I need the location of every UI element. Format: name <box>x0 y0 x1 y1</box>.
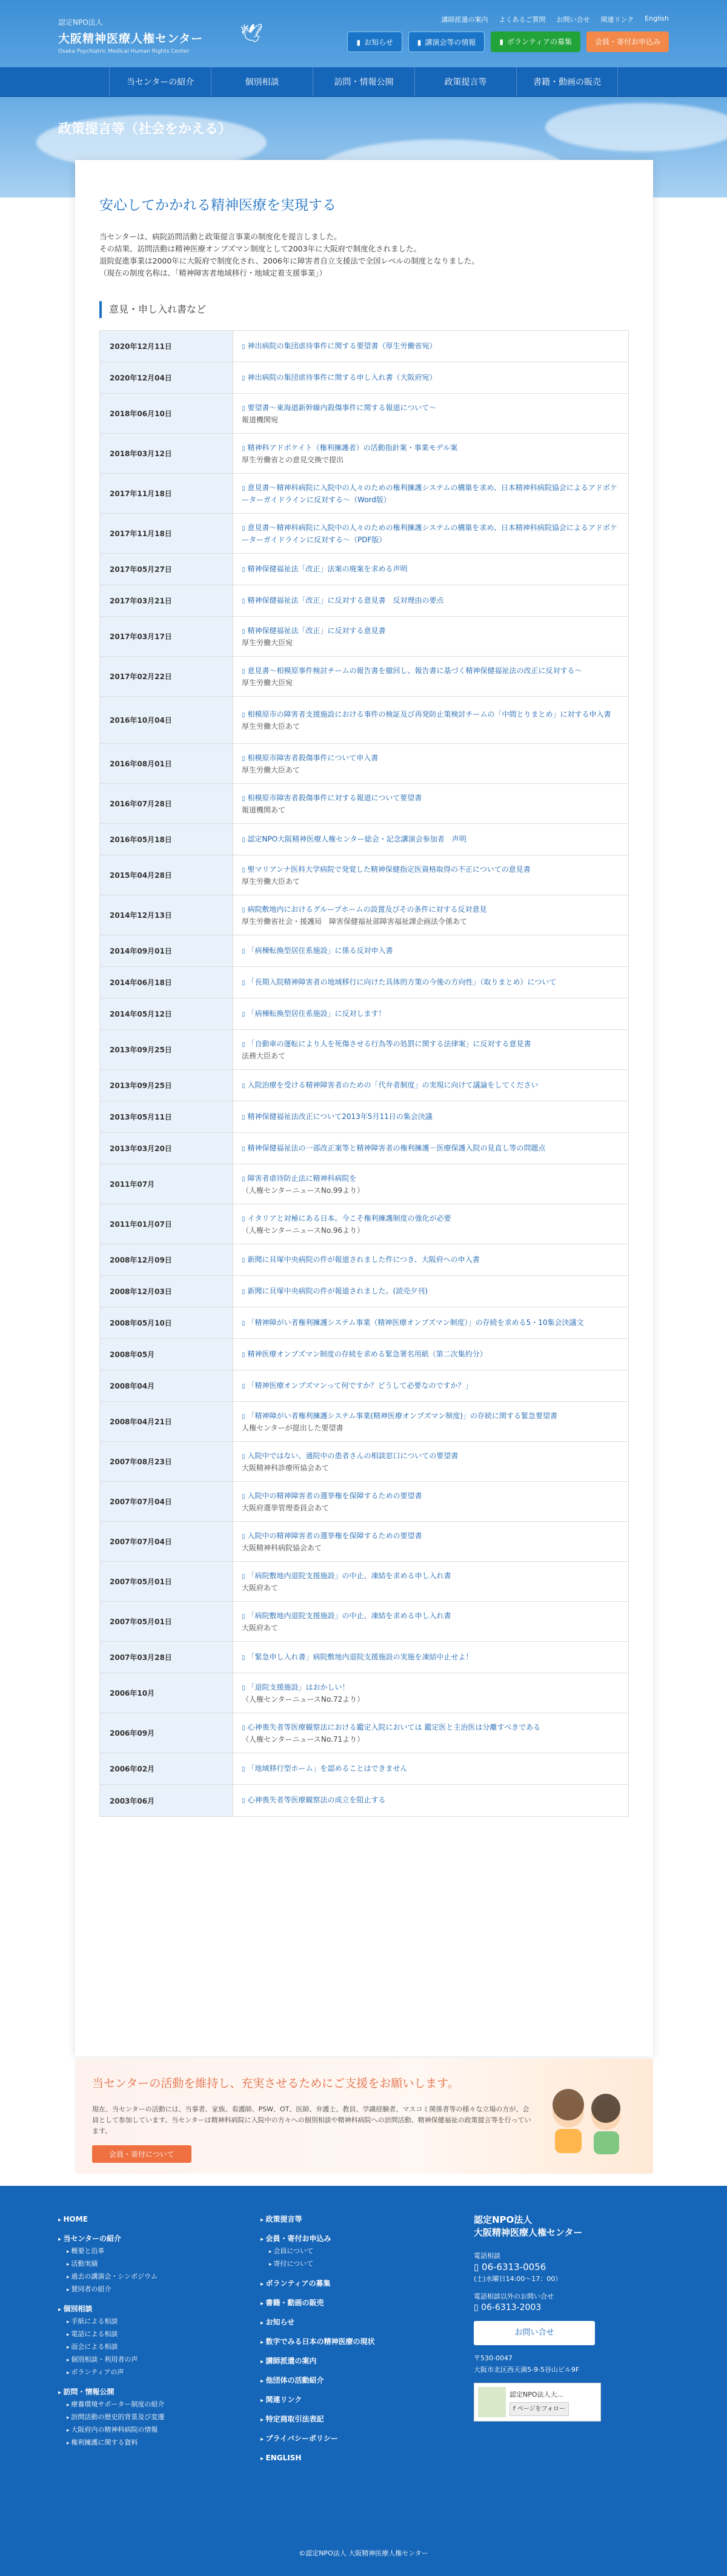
document-link[interactable]: ▯ 神出病院の集団虐待事件に関する申し入れ書（大阪府宛） <box>242 372 620 384</box>
facebook-thumbnail <box>478 2387 506 2417</box>
document-link[interactable]: ▯ 精神保健福祉法の一部改正案等と精神障害者の権利擁護－医療保護入院の見直し等の問題点 <box>242 1143 620 1155</box>
logo-name: 大阪精神医療人権センター <box>58 32 204 45</box>
row-date: 2016年05月18日 <box>100 824 233 855</box>
row-destination: 厚生労働大臣あて <box>242 765 300 774</box>
row-date: 2016年08月01日 <box>100 744 233 783</box>
table-row <box>100 744 628 784</box>
footer-link[interactable]: ▸ ボランティアの募集 <box>261 2278 442 2290</box>
footer-sublink[interactable]: ▸ 大阪府内の精神科病院の情報 <box>58 2424 240 2437</box>
row-destination: （人権センターニュースNo.72より） <box>242 1695 365 1704</box>
facebook-follow-button[interactable]: f ページをフォロー <box>510 2402 569 2416</box>
document-link[interactable]: ▯ 心神喪失者等医療観察法の成立を阻止する <box>242 1794 620 1807</box>
membership-donation-button[interactable]: 会員・寄付お申込み <box>586 32 669 52</box>
nav-item-visits[interactable]: 訪問・情報公開 <box>313 67 414 96</box>
info-icon: ▮ <box>356 38 361 47</box>
footer-link[interactable]: ▸ 数字でみる日本の精神医療の現状 <box>261 2336 442 2348</box>
row-destination: 大阪府あて <box>242 1583 279 1592</box>
row-date: 2011年01月07日 <box>100 1204 233 1244</box>
table-row <box>100 1482 628 1522</box>
row-date: 2013年05月11日 <box>100 1101 233 1132</box>
document-link[interactable]: ▯ 「病院敷地内退院支援施設」の中止、凍結を求める申し入れ書 <box>242 1610 620 1622</box>
row-date: 2013年03月20日 <box>100 1133 233 1164</box>
row-destination: 大阪精神科診療所協会あて <box>242 1463 330 1472</box>
main-content <box>75 160 653 2056</box>
row-date: 2018年06月10日 <box>100 394 233 433</box>
table-row <box>100 1753 628 1785</box>
row-date: 2007年08月23日 <box>100 1442 233 1481</box>
footer-link[interactable]: ▸ 特定商取引法表記 <box>261 2414 442 2426</box>
table-row <box>100 474 628 514</box>
row-date: 2020年12月04日 <box>100 362 233 393</box>
table-row <box>100 1133 628 1164</box>
document-link[interactable]: ▯ 「病棟転換型居住系施設」に反対します！ <box>242 1008 620 1020</box>
footer-tel[interactable]: 06-6313-0056 <box>482 2262 546 2272</box>
document-link[interactable]: ▯ 相模原市の障害者支援施設における事件の検証及び再発防止策検討チームの「中間とりまとめ」に対する申入書 <box>242 709 620 721</box>
row-date: 2014年09月01日 <box>100 935 233 966</box>
row-date: 2008年04月 <box>100 1370 233 1401</box>
footer-col-2 <box>261 2214 442 2465</box>
row-date: 2008年12月03日 <box>100 1276 233 1307</box>
document-link[interactable]: ▯ 精神保健福祉法「改正」に反対する意見書 <box>242 625 620 637</box>
table-row <box>100 1164 628 1204</box>
footer-contact-button[interactable]: お問い合せ <box>474 2321 595 2345</box>
document-link[interactable]: ▯ 要望書～東海道新幹線内殺傷事件に関する報道について～ <box>242 402 620 414</box>
utility-link-english[interactable]: English <box>645 15 669 22</box>
statements-table <box>99 330 629 1817</box>
row-date: 2006年10月 <box>100 1673 233 1713</box>
footer-link[interactable]: ▸ 当センターの紹介 <box>58 2233 240 2245</box>
row-date: 2016年07月28日 <box>100 784 233 823</box>
support-body: 現在、当センターの活動には、当事者、家族、看護師、PSW、OT、医師、弁護士、教員、学識経験者、マスコミ関係者等の様々な立場の方が、会員として参加しています。当センターは精神科病院に入院中の方々への個別相談や精神科病院への訪問活動、精神保健福祉の政策提言等を行っています。 <box>92 2105 531 2135</box>
row-destination: （人権センターニュースNo.99より） <box>242 1186 365 1195</box>
section-heading: 意見・申し入れ書など <box>99 301 629 318</box>
row-date: 2007年03月28日 <box>100 1642 233 1673</box>
table-row <box>100 657 628 697</box>
row-date: 2007年05月01日 <box>100 1602 233 1641</box>
table-row <box>100 585 628 617</box>
row-date: 2016年10月04日 <box>100 697 233 743</box>
row-date: 2008年12月09日 <box>100 1244 233 1275</box>
info-icon: ▮ <box>417 38 422 47</box>
table-row <box>100 855 628 895</box>
footer-sublink[interactable]: ▸ 寄付について <box>261 2258 442 2271</box>
document-link[interactable]: ▯ イタリアと対極にある日本。今こそ権利擁護制度の強化が必要 <box>242 1213 620 1225</box>
table-row <box>100 1562 628 1602</box>
table-row <box>100 1307 628 1339</box>
document-link[interactable]: ▯ 入院中ではない、通院中の患者さんの相談窓口についての要望書 <box>242 1450 620 1462</box>
support-banner <box>75 2059 653 2174</box>
table-row <box>100 1522 628 1562</box>
row-date: 2015年04月28日 <box>100 855 233 895</box>
row-date: 2007年05月01日 <box>100 1562 233 1601</box>
row-date: 2014年12月13日 <box>100 895 233 935</box>
lead-line: その結果、訪問活動は精神医療オンブズマン制度として2003年に大阪府で制度化されました。 <box>99 244 422 253</box>
document-link[interactable]: ▯ 入院中の精神障害者の選挙権を保障するための要望書 <box>242 1530 620 1542</box>
document-link[interactable]: ▯ 聖マリアンナ医科大学病院で発覚した精神保健指定医資格取得の不正についての意見書 <box>242 864 620 876</box>
footer-link[interactable]: ▸ 関連リンク <box>261 2394 442 2406</box>
footer-link[interactable]: ▸ 会員・寄付お申込み <box>261 2233 442 2245</box>
row-date: 2007年07月04日 <box>100 1482 233 1521</box>
utility-link-links[interactable]: 関連リンク <box>600 16 634 24</box>
document-link[interactable]: ▯ 「精神医療オンブズマンって何ですか？どうして必要なのですか？」 <box>242 1380 620 1392</box>
document-link[interactable]: ▯ 心神喪失者等医療観察法における鑑定入院においては 鑑定医と主治医は分離すべきである <box>242 1722 620 1734</box>
news-button[interactable]: ▮ お知らせ <box>347 32 402 52</box>
row-date: 2020年12月11日 <box>100 331 233 362</box>
row-destination: 厚生労働大臣宛 <box>242 638 293 647</box>
footer-sublink[interactable]: ▸ 賛同者の紹介 <box>58 2283 240 2296</box>
row-date: 2017年11月18日 <box>100 474 233 513</box>
table-row <box>100 1442 628 1482</box>
footer-col-1 <box>58 2214 240 2449</box>
row-destination: 人権センターが提出した要望書 <box>242 1423 344 1432</box>
footer-link[interactable]: ▸ 他団体の活動紹介 <box>261 2375 442 2387</box>
table-row <box>100 617 628 657</box>
support-title: 当センターの活動を維持し、充実させるためにご支援をお願いします。 <box>92 2077 459 2090</box>
document-link[interactable]: ▯ 「精神障がい者権利擁護システム事業(精神医療オンブズマン制度)」の存続に関する緊急要望書 <box>242 1410 620 1422</box>
utility-link-faq[interactable]: よくあるご質問 <box>499 16 546 24</box>
table-row <box>100 1204 628 1244</box>
document-link[interactable]: ▯ 新聞に貝塚中央病院の件が報道されました。(読売夕刊) <box>242 1286 620 1298</box>
document-link[interactable]: ▯ 意見書～相模原事件検討チームの報告書を撤回し、報告書に基づく精神保健福祉法の改正に反対する～ <box>242 665 620 677</box>
footer-link[interactable]: ▸ HOME <box>58 2214 240 2226</box>
document-link[interactable]: ▯ 新聞に貝塚中央病院の件が報道されました件につき、大阪府への申入書 <box>242 1254 620 1266</box>
document-link[interactable]: ▯ 「自動車の運転により人を死傷させる行為等の処罰に関する法律案」に反対する意見書 <box>242 1038 620 1051</box>
document-link[interactable]: ▯ 精神保健福祉法「改正」法案の廃案を求める声明 <box>242 563 620 576</box>
row-date: 2014年05月12日 <box>100 998 233 1029</box>
content-heading: 安心してかかれる精神医療を実現する <box>99 198 336 213</box>
row-destination: 法務大臣あて <box>242 1051 286 1060</box>
lead-line: 退院促進事業は2000年に大阪府で制度化され、2006年に障害者自立支援法で全国レベルの制度となりました。 <box>99 256 479 265</box>
footer-tel-block: 電話相談 ▯ 06-6313-0056 (土)水曜日14:00～17：00） 電話相談以外のお問い合せ ▯ 06-6313-2003 <box>474 2252 562 2312</box>
document-link[interactable]: ▯ 「長期入院精神障害者の地域移行に向けた具体的方策の今後の方向性」（取りまとめ）について <box>242 977 620 989</box>
row-date: 2017年03月17日 <box>100 617 233 656</box>
row-date: 2008年05月10日 <box>100 1307 233 1338</box>
document-link[interactable]: ▯ 精神保健福祉法「改正」に反対する意見書 反対理由の要点 <box>242 595 620 607</box>
utility-link-lecture[interactable]: 講師派遣の案内 <box>441 16 488 24</box>
footer-other-tel[interactable]: 06-6313-2003 <box>481 2303 542 2312</box>
nav-item-policy[interactable]: 政策提言等 <box>414 67 516 96</box>
row-date: 2014年06月18日 <box>100 967 233 998</box>
phone-icon: ▯ <box>474 2262 482 2272</box>
row-date: 2013年09月25日 <box>100 1030 233 1069</box>
facebook-icon: f <box>513 2405 517 2412</box>
document-link[interactable]: ▯ 「緊急申し入れ書」病院敷地内退院支援施設の実施を凍結中止せよ！ <box>242 1651 620 1664</box>
footer-sublink[interactable]: ▸ 会員について <box>261 2245 442 2258</box>
facebook-widget[interactable]: 認定NPO法人大... f ページをフォロー <box>474 2383 601 2422</box>
nav-item-about[interactable]: 当センターの紹介 <box>109 67 211 96</box>
document-link[interactable]: ▯ 「病院敷地内退院支援施設」の中止、凍結を求める申し入れ書 <box>242 1570 620 1582</box>
document-link[interactable]: ▯ 意見書～精神科病院に入院中の人々のための権利擁護システムの構築を求め、日本精神科病院協会によるアドボケーターガイドラインに反対する～（Word版） <box>242 482 620 505</box>
footer-link[interactable]: ▸ 訪問・情報公開 <box>58 2386 240 2398</box>
row-destination: 報道機関あて <box>242 805 286 814</box>
page-title: 政策提言等（社会をかえる） <box>58 122 232 137</box>
row-destination: （人権センターニュースNo.71より） <box>242 1734 365 1744</box>
info-icon: ▮ <box>499 38 503 46</box>
table-row <box>100 1673 628 1713</box>
footer-link[interactable]: ▸ 講師派遣の案内 <box>261 2355 442 2368</box>
row-date: 2017年03月21日 <box>100 585 233 616</box>
footer-sublink[interactable]: ▸ 手紙による相談 <box>58 2315 240 2328</box>
table-row <box>100 362 628 394</box>
row-date: 2007年07月04日 <box>100 1522 233 1561</box>
document-link[interactable]: ▯ 精神医療オンブズマン制度の存続を求める緊急署名用紙（第二次集約分） <box>242 1349 620 1361</box>
row-destination: （人権センターニュースNo.96より） <box>242 1226 365 1235</box>
bird-logo-icon: 🕊 <box>240 23 264 44</box>
site-logo[interactable] <box>58 17 264 55</box>
footer-link[interactable]: ▸ ENGLISH <box>261 2452 442 2465</box>
global-nav <box>0 67 727 97</box>
table-row <box>100 1244 628 1276</box>
row-destination: 厚生労働大臣宛 <box>242 678 293 687</box>
footer-logo: 認定NPO法人 大阪精神医療人権センター <box>474 2214 583 2238</box>
nav-item-consultation[interactable]: 個別相談 <box>211 67 313 96</box>
table-row <box>100 514 628 554</box>
row-destination: 厚生労働省との意見交換で提出 <box>242 455 344 464</box>
document-link[interactable]: ▯ 病院敷地内におけるグループホームの設置及びその条件に対する反対意見 <box>242 904 620 916</box>
row-destination: 大阪府あて <box>242 1623 279 1632</box>
document-link[interactable]: ▯ 精神保健福祉法改正について2013年5月11日の集会決議 <box>242 1111 620 1123</box>
row-date: 2006年09月 <box>100 1713 233 1753</box>
row-destination: 大阪精神科病院協会あて <box>242 1543 322 1552</box>
table-row <box>100 1785 628 1816</box>
children-illustration <box>538 2076 635 2160</box>
table-row <box>100 1339 628 1370</box>
footer-link[interactable]: ▸ お知らせ <box>261 2317 442 2329</box>
document-link[interactable]: ▯ 認定NPO大阪精神医療人権センター総会・記念講演会参加者 声明 <box>242 834 620 846</box>
footer-sublink[interactable]: ▸ 権利擁護に関する資料 <box>58 2437 240 2449</box>
table-row <box>100 434 628 474</box>
header-cta-group <box>347 32 669 52</box>
row-date: 2006年02月 <box>100 1753 233 1784</box>
footer-contact: 認定NPO法人 大阪精神医療人権センター 電話相談 ▯ 06-6313-0056 (土)水曜日14:00～17：00） 電話相談以外のお問い合せ ▯ 06-6313-2003 お問い合せ 〒530-0047 大阪市北区西天満5-9-5谷山ビル9F 認定NPO法人大... f ページをフォロー <box>474 2214 668 2422</box>
row-destination: 大阪府選挙管理委員会あて <box>242 1503 330 1512</box>
document-link[interactable]: ▯ 障害者虐待防止法に精神科病院を <box>242 1173 620 1185</box>
table-row <box>100 784 628 824</box>
document-link[interactable]: ▯ 神出病院の集団虐待事件に関する要望書（厚生労働省宛） <box>242 340 620 353</box>
row-date: 2018年03月12日 <box>100 434 233 473</box>
table-row <box>100 1070 628 1101</box>
row-date: 2013年09月25日 <box>100 1070 233 1101</box>
document-link[interactable]: ▯ 「退院支援施設」はおかしい！ <box>242 1682 620 1694</box>
footer-sublink[interactable]: ▸ 過去の講演会・シンポジウム <box>58 2271 240 2283</box>
lead-text <box>99 231 629 279</box>
document-link[interactable]: ▯ 相模原市障害者殺傷事件について申入書 <box>242 752 620 765</box>
footer-link[interactable]: ▸ 書籍・動画の販売 <box>261 2297 442 2309</box>
footer-sublink[interactable]: ▸ 電話による相談 <box>58 2328 240 2341</box>
membership-info-button[interactable]: 会員・寄付について <box>92 2145 191 2163</box>
row-date: 2008年05月 <box>100 1339 233 1370</box>
footer-link[interactable]: ▸ 政策提言等 <box>261 2214 442 2226</box>
footer-sublink[interactable]: ▸ 訪問活動の歴史的背景及び変遷 <box>58 2411 240 2424</box>
document-link[interactable]: ▯ 「病棟転換型居住系施設」に係る反対申入書 <box>242 945 620 957</box>
table-row <box>100 1642 628 1673</box>
footer-sublink[interactable]: ▸ 個別相談・利用者の声 <box>58 2354 240 2366</box>
logo-sub: 認定NPO法人 <box>58 18 103 27</box>
table-row <box>100 1276 628 1307</box>
document-link[interactable]: ▯ 「精神障がい者権利擁護システム事業（精神医療オンブズマン制度）」の存続を求める5・10集会決議文 <box>242 1317 620 1329</box>
row-destination: 厚生労働大臣あて <box>242 877 300 886</box>
document-link[interactable]: ▯ 「地域移行型ホーム」を認めることはできません <box>242 1763 620 1775</box>
document-link[interactable]: ▯ 精神科アドボケイト（権利擁護者）の活動指針案・事業モデル案 <box>242 442 620 454</box>
table-row <box>100 967 628 998</box>
row-date: 2011年07月 <box>100 1164 233 1204</box>
table-row <box>100 331 628 362</box>
footer-link[interactable]: ▸ プライバシーポリシー <box>261 2433 442 2445</box>
document-link[interactable]: ▯ 相模原市障害者殺傷事件に対する報道について要望書 <box>242 792 620 805</box>
table-row <box>100 394 628 434</box>
table-row <box>100 935 628 967</box>
logo-en: Osaka Psychiatric Medical Human Rights Center <box>58 48 190 55</box>
document-link[interactable]: ▯ 入院中の精神障害者の選挙権を保障するための要望書 <box>242 1490 620 1502</box>
table-row <box>100 895 628 935</box>
phone-icon: ▯ <box>474 2303 482 2312</box>
row-date: 2003年06月 <box>100 1785 233 1816</box>
table-row <box>100 1713 628 1753</box>
table-row <box>100 998 628 1030</box>
copyright: ©認定NPO法人 大阪精神医療人権センター <box>299 2549 428 2557</box>
row-destination: 報道機関宛 <box>242 415 279 424</box>
site-footer <box>0 2186 727 2576</box>
footer-link[interactable]: ▸ 個別相談 <box>58 2303 240 2315</box>
document-link[interactable]: ▯ 意見書～精神科病院に入院中の人々のための権利擁護システムの構築を求め、日本精神科病院協会によるアドボケーターガイドラインに反対する～（PDF版） <box>242 522 620 545</box>
lead-line: 当センターは、病院訪問活動と政策提言事業の制度化を提言しました。 <box>99 232 342 241</box>
footer-sublink[interactable]: ▸ 概要と沿革 <box>58 2245 240 2258</box>
table-row <box>100 824 628 855</box>
footer-sublink[interactable]: ▸ 活動実績 <box>58 2258 240 2271</box>
row-date: 2008年04月21日 <box>100 1402 233 1441</box>
table-row <box>100 1602 628 1642</box>
table-row <box>100 1030 628 1070</box>
table-row <box>100 697 628 744</box>
row-date: 2017年02月22日 <box>100 657 233 696</box>
row-date: 2017年05月27日 <box>100 554 233 585</box>
volunteer-button[interactable]: ▮ ボランティアの募集 <box>491 32 580 52</box>
footer-sublink[interactable]: ▸ ボランティアの声 <box>58 2366 240 2379</box>
footer-sublink[interactable]: ▸ 療養環境サポーター制度の紹介 <box>58 2398 240 2411</box>
row-date: 2017年11月18日 <box>100 514 233 553</box>
nav-item-shop[interactable]: 書籍・動画の販売 <box>516 67 618 96</box>
footer-sublink[interactable]: ▸ 面会による相談 <box>58 2341 240 2354</box>
row-destination: 厚生労働省社会・援護局 障害保健福祉部障害福祉課企画法令係あて <box>242 917 468 926</box>
utility-nav <box>441 15 669 24</box>
events-button[interactable]: ▮ 講演会等の情報 <box>408 32 485 52</box>
row-destination: 厚生労働大臣あて <box>242 722 300 731</box>
table-row <box>100 1402 628 1442</box>
lead-line: （現在の制度名称は、「精神障害者地域移行・地域定着支援事業」） <box>99 268 327 277</box>
document-link[interactable]: ▯ 入院治療を受ける精神障害者のための「代弁者制度」の実現に向けて議論をしてください <box>242 1080 620 1092</box>
table-row <box>100 1370 628 1402</box>
utility-link-contact[interactable]: お問い合せ <box>556 16 590 24</box>
table-row <box>100 554 628 585</box>
table-row <box>100 1101 628 1133</box>
